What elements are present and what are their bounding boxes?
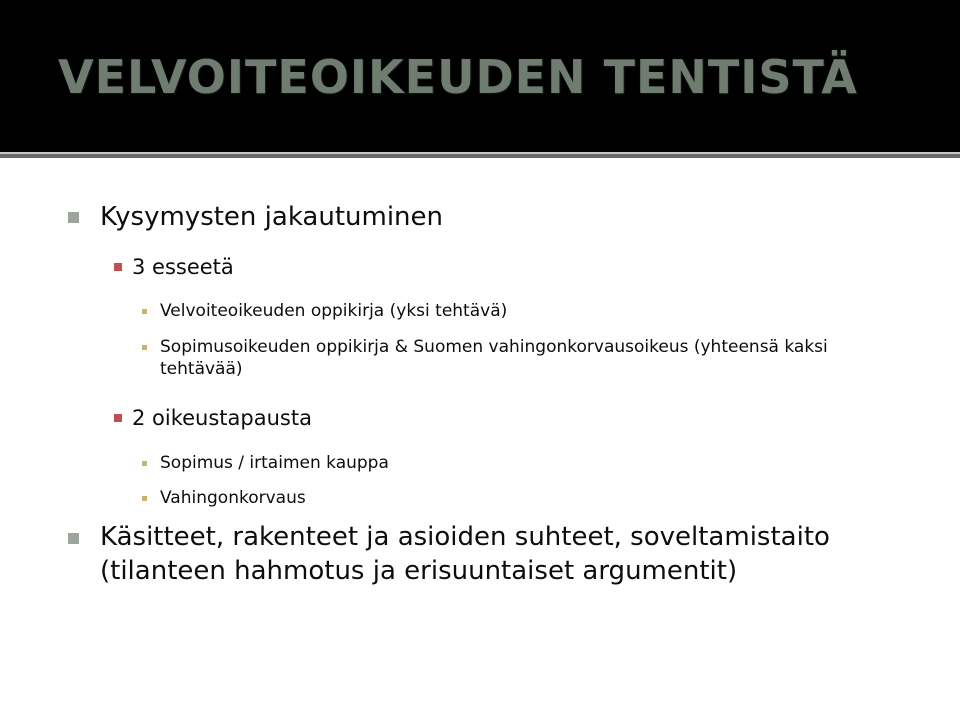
slide-title: VELVOITEOIKEUDEN TENTISTÄ [58,50,858,104]
bullet-level3-item: Vahingonkorvaus [160,488,306,508]
bullet-level1-item: Kysymysten jakautuminen [100,202,444,232]
bullet-square-icon [142,345,147,350]
bullet-square-icon [114,263,122,271]
bullet-level3-item: Sopimusoikeuden oppikirja & Suomen vahingonkorvausoikeus (yhteensä kaksi tehtävää) [160,337,828,379]
title-bar [0,0,960,152]
bullet-level3-item: Velvoiteoikeuden oppikirja (yksi tehtävä) [160,301,508,321]
bullet-square-icon [142,461,147,466]
bullet-level2-item: 2 oikeustapausta [132,406,312,430]
bullet-square-icon [68,212,79,223]
bullet-level3-item: Sopimus / irtaimen kauppa [160,453,389,473]
bullet-level1-item: Käsitteet, rakenteet ja asioiden suhteet, soveltamistaito (tilanteen hahmotus ja erisuuntaiset argumentit) [100,522,830,586]
slide-content [0,158,960,720]
bullet-square-icon [142,496,147,501]
bullet-square-icon [142,309,147,314]
bullet-level2-item: 3 esseetä [132,255,234,279]
bullet-square-icon [114,414,122,422]
bullet-square-icon [68,533,79,544]
